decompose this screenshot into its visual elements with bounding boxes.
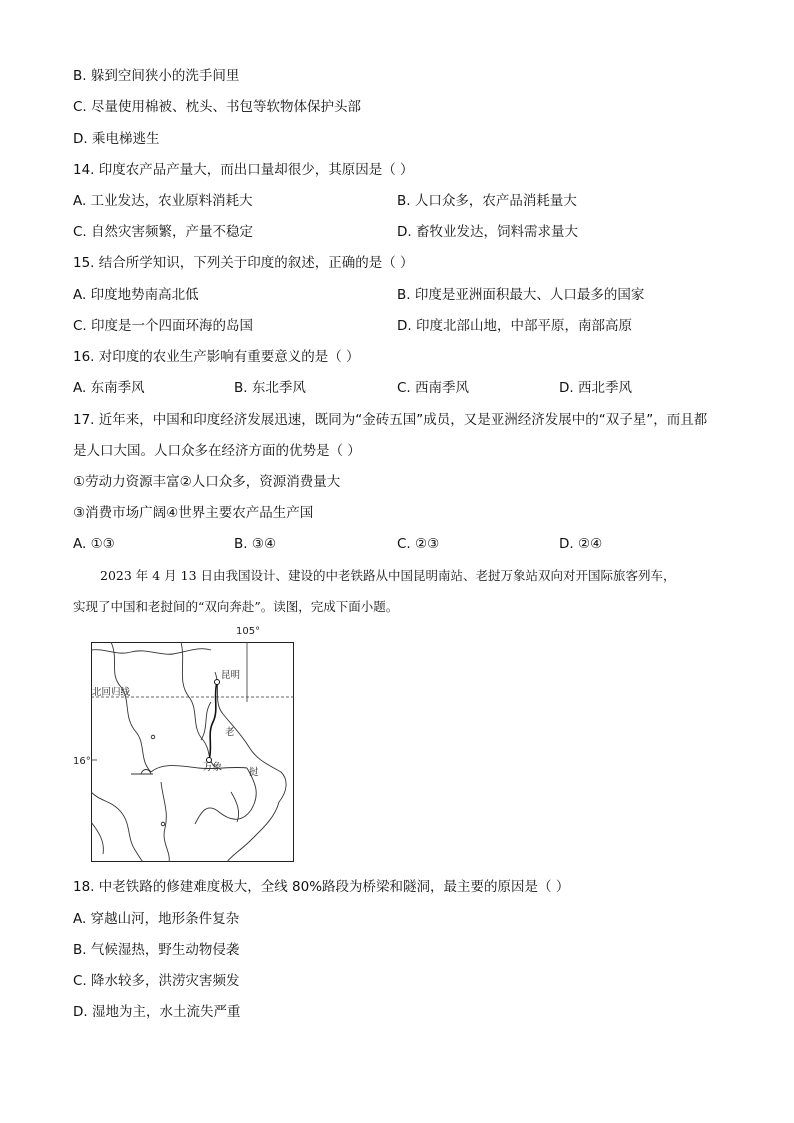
- q13-option-c: C. 尽量使用棉被、枕头、书包等软物体保护头部: [73, 99, 362, 115]
- q16-stem: 16. 对印度的农业生产影响有重要意义的是（ ）: [73, 349, 360, 365]
- map-longitude-label: 105°: [236, 626, 261, 637]
- q16-option-c: C. 西南季风: [397, 380, 470, 396]
- q17-option-b: B. ③④: [234, 536, 277, 552]
- q15-option-b: B. 印度是亚洲面积最大、人口最多的国家: [397, 287, 645, 303]
- map-label-kunming: 昆明: [221, 670, 241, 681]
- q18-stem: 18. 中老铁路的修建难度极大，全线 80%路段为桥梁和隧洞，最主要的原因是（ ）: [73, 879, 570, 895]
- map-label-vientiane: 万象: [203, 762, 223, 773]
- q16-option-a: A. 东南季风: [73, 380, 145, 396]
- map-label-laos: 老: [225, 727, 235, 738]
- q15-option-d: D. 印度北部山地，中部平原，南部高原: [397, 318, 632, 334]
- passage-line1: 2023 年 4 月 13 日由我国设计、建设的中老铁路从中国昆明南站、老挝万象站双向对开国际旅客列车，: [100, 568, 676, 583]
- q17-items-1-2: ①劳动力资源丰富②人口众多，资源消费量大: [73, 474, 341, 490]
- q13-option-d: D. 乘电梯逃生: [73, 131, 160, 147]
- q17-option-d: D. ②④: [559, 536, 603, 552]
- q13-option-b: B. 躲到空间狭小的洗手间里: [73, 68, 240, 84]
- q18-option-a: A. 穿越山河，地形条件复杂: [73, 911, 240, 927]
- q14-option-c: C. 自然灾害频繁，产量不稳定: [73, 224, 254, 240]
- q17-option-a: A. ①③: [73, 536, 115, 552]
- passage-line2: 实现了中国和老挝间的“双向奔赴”。读图，完成下面小题。: [73, 599, 399, 614]
- map-latitude-label: 16°: [73, 756, 91, 767]
- q16-option-b: B. 东北季风: [234, 380, 306, 396]
- q18-option-c: C. 降水较多，洪涝灾害频发: [73, 973, 240, 989]
- q17-stem-line1: 17. 近年来，中国和印度经济发展迅速，既同为“金砖五国”成员，又是亚洲经济发展中的“双子星”，而且都: [73, 412, 708, 428]
- map-label-tropic: 北回归线: [92, 687, 131, 698]
- q14-option-b: B. 人口众多，农产品消耗量大: [397, 193, 577, 209]
- q18-option-d: D. 湿地为主，水土流失严重: [73, 1004, 241, 1020]
- q15-option-a: A. 印度地势南高北低: [73, 287, 199, 303]
- q14-option-a: A. 工业发达，农业原料消耗大: [73, 193, 253, 209]
- laos-map: [91, 642, 294, 862]
- q17-option-c: C. ②③: [397, 536, 440, 552]
- map-label-laos2: 挝: [249, 767, 259, 778]
- q16-option-d: D. 西北季风: [559, 380, 632, 396]
- q15-option-c: C. 印度是一个四面环海的岛国: [73, 318, 254, 334]
- q18-option-b: B. 气候湿热，野生动物侵袭: [73, 942, 240, 958]
- q15-stem: 15. 结合所学知识，下列关于印度的叙述，正确的是（ ）: [73, 255, 414, 271]
- map-drawing: [91, 642, 294, 862]
- q14-stem: 14. 印度农产品产量大，而出口量却很少，其原因是（ ）: [73, 162, 414, 178]
- q17-items-3-4: ③消费市场广阔④世界主要农产品生产国: [73, 505, 314, 521]
- q17-stem-line2: 是人口大国。人口众多在经济方面的优势是（ ）: [73, 443, 361, 459]
- q14-option-d: D. 畜牧业发达，饲料需求量大: [397, 224, 578, 240]
